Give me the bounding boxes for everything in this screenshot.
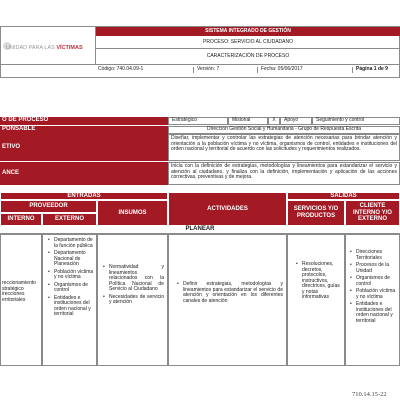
list-item: • Necesidades de servicio y atención bbox=[109, 295, 164, 306]
row-servicios-list bbox=[302, 262, 341, 301]
system-title: SISTEMA INTEGRADO DE GESTIÓN bbox=[96, 27, 400, 36]
version-cell: Versión: 7 bbox=[193, 67, 257, 73]
pagina-cell: Página 1 de 9 bbox=[352, 67, 400, 73]
externo-header: EXTERNO bbox=[42, 213, 97, 226]
logo-area bbox=[0, 27, 95, 63]
header-hline bbox=[0, 64, 400, 65]
tipo-option-seguimiento: Seguimiento y control bbox=[312, 117, 400, 125]
tipo-option-mark: X bbox=[268, 117, 280, 125]
actividades-header: ACTIVIDADES bbox=[168, 192, 287, 226]
alcance-value: Inicia con la definición de estrategias, metodologías y lineamientos para estandarizar el servicio y atención al ciudadano, y finaliza con la definición, implementación y aplicación de las acciones correctivas, preventivas y de mejora. bbox=[168, 162, 400, 185]
list-item: • Departamento Nacional de Planeación bbox=[54, 251, 94, 268]
list-item: • Procesos de la Unidad bbox=[356, 263, 397, 274]
row-interno-text: reccionamiento stratégico irecciones erritoriales bbox=[2, 280, 36, 303]
list-item: • Población víctima y no víctima bbox=[356, 289, 397, 300]
interno-header: INTERNO bbox=[0, 213, 42, 226]
row-cell-actividades bbox=[168, 234, 287, 366]
list-item: • Organismos de control bbox=[54, 283, 94, 294]
phase-planear: PLANEAR bbox=[0, 226, 400, 234]
alcance-label: ANCE bbox=[0, 162, 168, 185]
footer-code: 710.14.15-22 bbox=[352, 391, 387, 398]
row-cliente-list bbox=[356, 250, 397, 324]
tipo-option-misional: Misional bbox=[228, 117, 268, 125]
list-item: • Definir estrategias, metodologías y lineamientos para estandarizar el servicio de atención y orientación en los diferentes canales de atención bbox=[183, 282, 283, 304]
row-cell-externo bbox=[42, 234, 97, 366]
list-item: • Entidades e instituciones del orden nacional y territorial bbox=[54, 296, 94, 318]
row-cell-servicios bbox=[287, 234, 345, 366]
entradas-header: ENTRADAS bbox=[0, 192, 168, 200]
insumos-header: INSUMOS bbox=[97, 200, 168, 226]
objetivo-value: Diseñar, implementar y controlar las estrategias de atención necesarias para brindar atención y orientación a la población víctima y no víctima, organismos de control, entidades e instituciones del orden nacional y territorial de acuerdo con las solicitudes y requerimientos realizados. bbox=[168, 134, 400, 161]
row-externo-list bbox=[54, 238, 94, 318]
logo-text: UNIDAD PARA LAS VÍCTIMAS bbox=[6, 45, 83, 51]
row-cell-interno bbox=[0, 234, 42, 366]
process-title: PROCESO: SERVICIO AL CIUDADANO bbox=[96, 37, 400, 49]
objetivo-label: ETIVO bbox=[0, 134, 168, 161]
tipo-proceso-label: O DE PROCESO bbox=[0, 117, 168, 125]
responsable-value: Dirección Gestión Social y Humanitaria - Grupo de Respuesta Escrita bbox=[168, 126, 400, 134]
servicios-header: SERVICIOS Y/O PRODUCTOS bbox=[287, 200, 345, 226]
row-cell-cliente bbox=[345, 234, 400, 366]
tipo-option-estrategico: Estratégico bbox=[168, 117, 228, 125]
responsable-label: PONSABLE bbox=[0, 126, 168, 134]
tipo-option-apoyo: Apoyo bbox=[280, 117, 312, 125]
row-cell-insumos bbox=[97, 234, 168, 366]
list-item: • Población víctima y no víctima bbox=[54, 270, 94, 281]
row-insumos-list bbox=[109, 265, 164, 306]
tipo-proceso-options bbox=[168, 117, 400, 125]
list-item: • Organismos de control bbox=[356, 276, 397, 287]
codigo-cell: Código: 740.04.09-1 bbox=[98, 66, 144, 72]
list-item: • Resoluciones, decretos, protocolos, instructivos, directrices, guías y notas informativas bbox=[302, 262, 341, 301]
cliente-header: CLIENTE INTERNO Y/O EXTERNO bbox=[345, 200, 400, 226]
fecha-cell: Fecha: 05/06/2017 bbox=[257, 67, 341, 73]
salidas-header: SALIDAS bbox=[287, 192, 400, 200]
row-actividades-list bbox=[183, 282, 283, 304]
list-item: • Departamento de la función pública bbox=[54, 238, 94, 249]
proveedor-header: PROVEEDOR bbox=[0, 200, 97, 213]
list-item: • Direcciones Territoriales bbox=[356, 250, 397, 261]
document-title: CARACTERIZACIÓN DE PROCESO bbox=[206, 52, 290, 59]
list-item: • Normatividad y lineamientos relacionados con la Política Nacional de Servicio al Ciudadano bbox=[109, 265, 164, 293]
list-item: • Entidades e instituciones del orden nacional y territorial bbox=[356, 302, 397, 324]
